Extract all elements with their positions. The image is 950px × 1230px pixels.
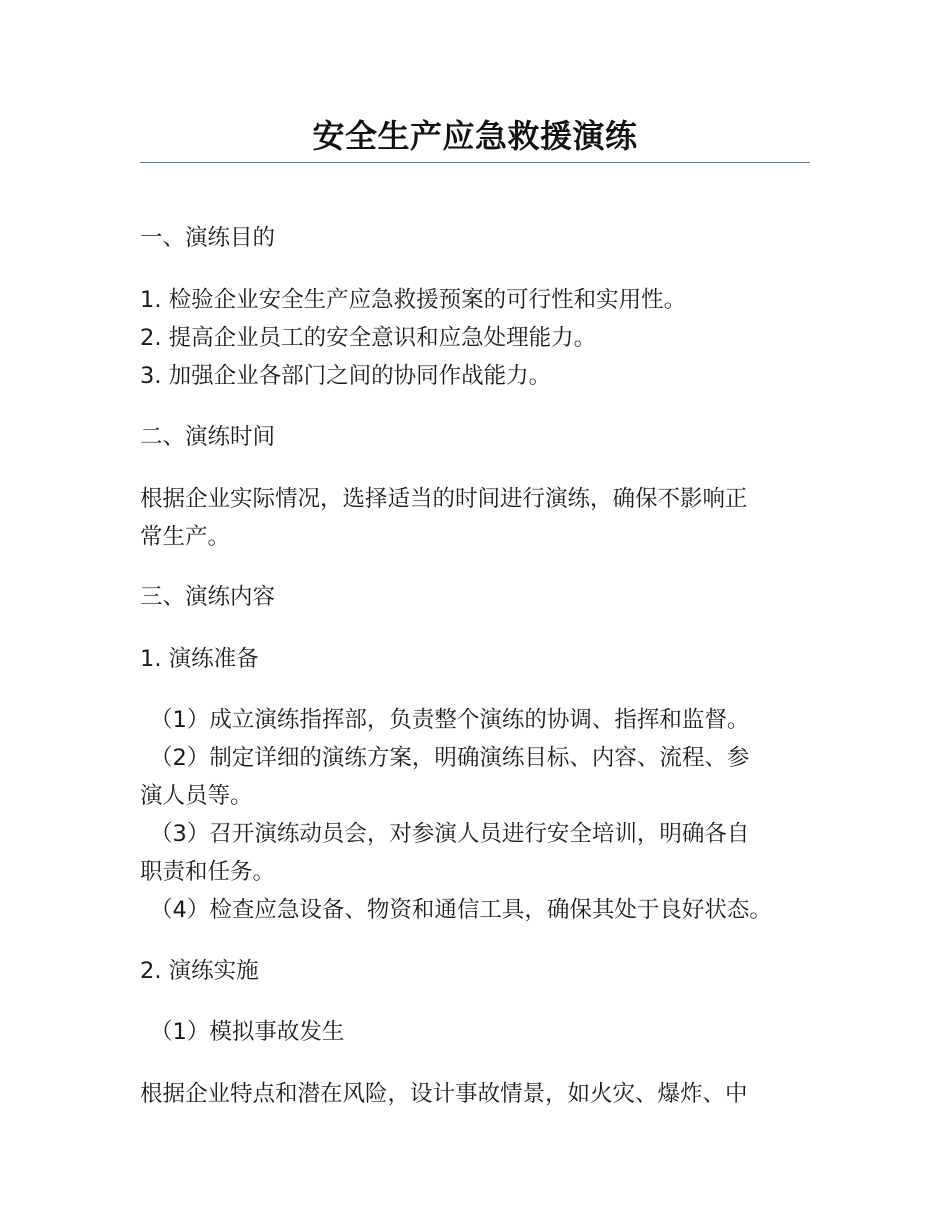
subsection-heading-preparation: 1. 演练准备 [140,646,259,672]
time-paragraph-line-2: 常生产。 [140,524,231,550]
implementation-paragraph-line-1: 根据企业特点和潜在风险，设计事故情景，如火灾、爆炸、中 [140,1081,748,1107]
time-paragraph-line-1: 根据企业实际情况，选择适当的时间进行演练，确保不影响正 [140,486,748,512]
preparation-item-4: （4）检查应急设备、物资和通信工具，确保其处于良好状态。 [150,897,772,923]
preparation-item-3-line-2: 职责和任务。 [140,859,276,885]
purpose-item-1: 1. 检验企业安全生产应急救援预案的可行性和实用性。 [140,287,687,313]
purpose-item-2: 2. 提高企业员工的安全意识和应急处理能力。 [140,325,597,351]
preparation-item-2-line-1: （2）制定详细的演练方案，明确演练目标、内容、流程、参 [150,745,750,771]
section-heading-purpose: 一、演练目的 [140,225,276,251]
preparation-item-2-line-2: 演人员等。 [140,783,253,809]
title-underline [140,162,810,163]
subsection-heading-implementation: 2. 演练实施 [140,958,259,984]
section-heading-content: 三、演练内容 [140,584,276,610]
purpose-item-3: 3. 加强企业各部门之间的协同作战能力。 [140,363,552,389]
implementation-item-1: （1）模拟事故发生 [150,1019,345,1045]
document-title: 安全生产应急救援演练 [312,117,638,155]
preparation-item-1: （1）成立演练指挥部，负责整个演练的协调、指挥和监督。 [150,707,750,733]
section-heading-time: 二、演练时间 [140,424,276,450]
preparation-item-3-line-1: （3）召开演练动员会，对参演人员进行安全培训，明确各自 [150,821,750,847]
